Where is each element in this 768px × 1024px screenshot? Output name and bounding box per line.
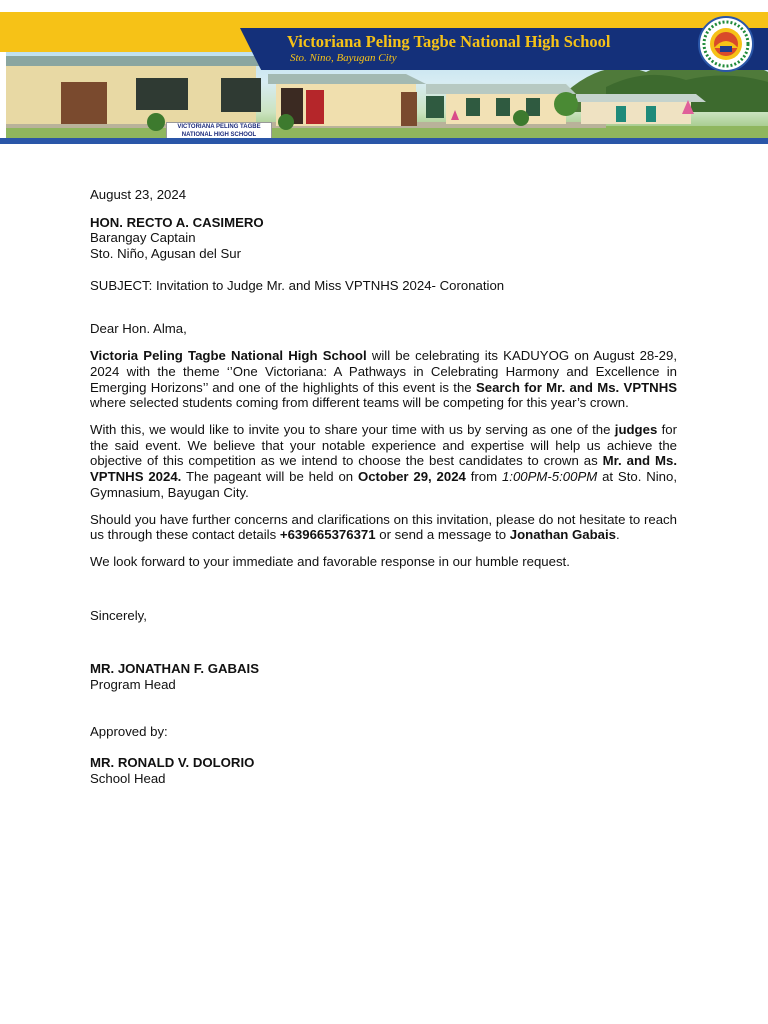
school-sign: VICTORIANA PELING TAGBE NATIONAL HIGH SCHOOL [166,122,272,138]
judges-word: judges [614,422,658,438]
paragraph-invitation-text-1: With this, we would like to invite you to share your time with us by serving as one of the [90,422,615,438]
approver-block [90,755,677,786]
paragraph-contact-text-2: or send a message to [375,527,510,543]
paragraph-invitation-text-3: The pageant will be held on [181,469,358,485]
letterhead-banner [0,0,768,145]
school-seal-icon [698,16,754,72]
school-location: Sto. Nino, Bayugan City [290,52,397,64]
header-blue-stripe [0,138,768,144]
paragraph-invitation-text-4: from [465,469,502,485]
closing-sincerely: Sincerely, [90,607,147,623]
recipient-name: HON. RECTO A. CASIMERO [90,214,264,230]
event-name: Search for Mr. and Ms. VPTNHS [475,379,678,395]
paragraph-invitation [90,422,677,501]
contact-person: Jonathan Gabais [509,527,617,543]
letter-subject: SUBJECT: Invitation to Judge Mr. and Miss VPTNHS 2024- Coronation [90,277,505,293]
signatory-title: Program Head [90,677,176,693]
recipient-block [90,215,677,262]
paragraph-closing: We look forward to your immediate and favorable response in our humble request. [90,553,570,569]
signatory-block [90,661,677,692]
pageant-date: October 29, 2024 [357,469,466,485]
paragraph-invitation-text-2: for the said event. We believe that your notable experience and expertise will help us achieve the objective of this competition as we intend to choose the best candidates to crown as [90,422,677,469]
school-name-inline: Victoria Peling Tagbe National High School [90,348,367,364]
contact-phone: +639665376371 [279,527,376,543]
paragraph-contact [90,512,677,543]
letter-body [90,187,677,787]
paragraph-event-text-2: where selected students coming from different teams will be competing for this year’s crown. [90,395,629,411]
approved-by-label: Approved by: [90,723,168,739]
approver-title: School Head [90,771,166,787]
paragraph-event-text-1: will be celebrating its KADUYOG on August 28-29, 2024 with the theme ‘’One Victoriana: A Pathways in Celebrating Harmony and Excellence in Emerging Horizons’’ and one of the highlights of this event is the [90,348,677,395]
recipient-title: Barangay Captain [90,230,196,246]
paragraph-invitation-text-5: at Sto. Nino, Gymnasium, Bayugan City. [90,469,678,500]
letter-date: August 23, 2024 [90,187,187,202]
pageant-name: Mr. and Ms. VPTNHS 2024. [90,453,678,485]
approver-name: MR. RONALD V. DOLORIO [90,755,255,771]
letter-salutation: Dear Hon. Alma, [90,320,187,336]
paragraph-event [90,348,677,411]
paragraph-contact-text-3: . [616,527,620,543]
signatory-name: MR. JONATHAN F. GABAIS [90,661,259,677]
recipient-address: Sto. Niño, Agusan del Sur [90,246,242,262]
paragraph-contact-text-1: Should you have further concerns and clarifications on this invitation, please do not hesitate to reach us through these contact details [90,511,677,543]
school-name: Victoriana Peling Tagbe National High School [287,32,611,51]
pageant-time: 1:00PM-5:00PM [501,469,598,485]
